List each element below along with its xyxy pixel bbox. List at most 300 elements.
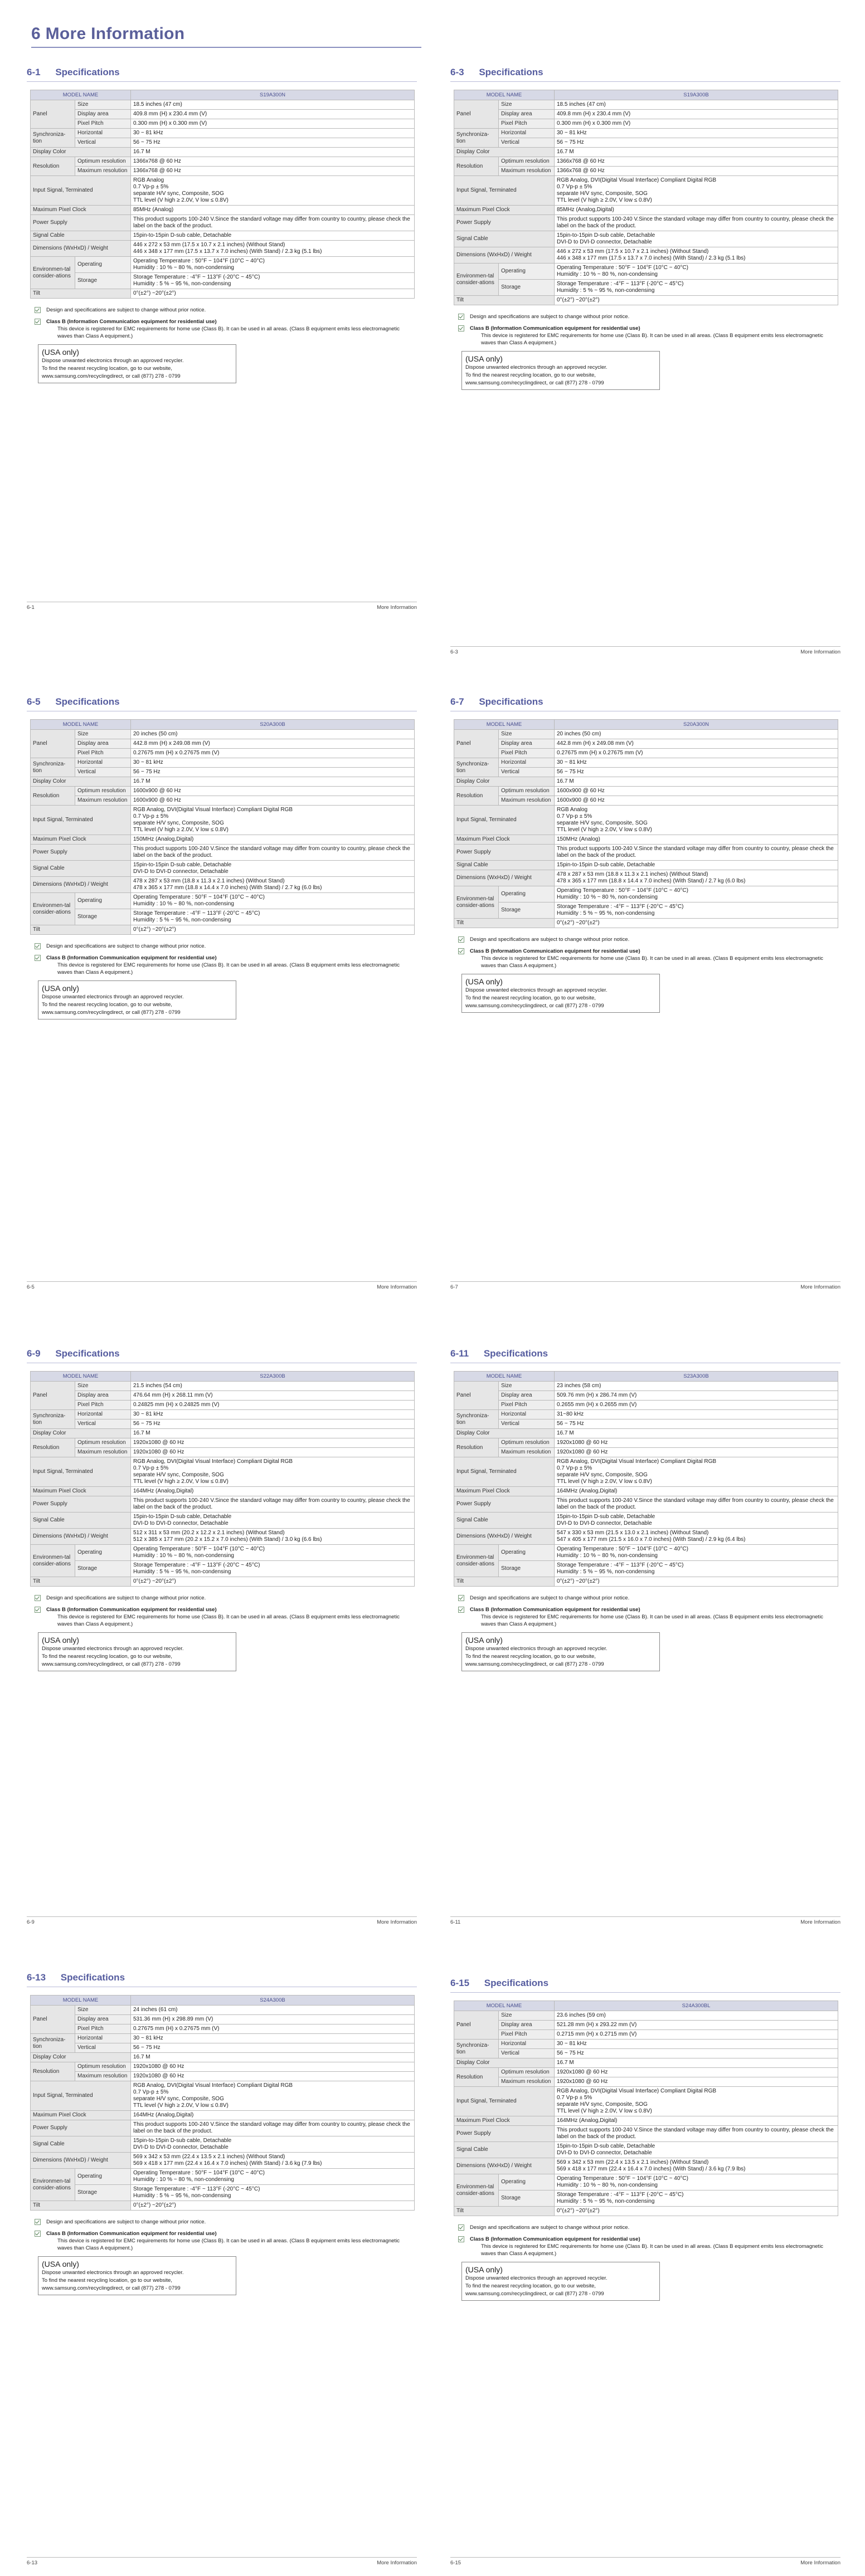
sync-label: Synchroniza-tion [454,758,499,777]
section-title [27,1348,417,1359]
table-row [454,2174,838,2190]
max-pixel-clock-label: Maximum Pixel Clock [31,206,131,215]
section-title [450,1978,840,1989]
optimum-resolution-label: Optimum resolution [75,157,131,167]
table-row [31,2120,415,2136]
usa-recycling-box [461,2262,660,2301]
dimensions-line: 569 x 342 x 53 mm (22.4 x 13.5 x 2.1 inches) (Without Stand) [557,2159,709,2165]
power-supply-value: This product supports 100-240 V.Since the standard voltage may differ from country to country, please check the label on the back of the product. [131,2120,415,2136]
resolution-label: Resolution [31,787,75,806]
note-design-text: Design and specifications are subject to change without prior notice. [470,936,630,943]
table-row [454,919,838,928]
tilt-value: 0°(±2°) ~20°(±2°) [555,2207,838,2216]
size-value: 24 inches (61 cm) [131,2006,415,2015]
pixel-pitch-label: Pixel Pitch [75,1401,131,1410]
input-line: separate H/V sync, Composite, SOG [557,1472,648,1478]
signal-cable-line: DVI-D to DVI-D connector, Detachable [133,2144,229,2150]
table-row [454,1513,838,1529]
table-row [454,176,838,206]
optimum-resolution-label: Optimum resolution [499,787,555,796]
max-pixel-clock-value: 164MHz (Analog,Digital) [555,1487,838,1496]
section-title-text: Specifications [484,1978,549,1988]
usa-line: To find the nearest recycling location, go to our website, [465,1653,596,1660]
resolution-label: Resolution [31,2062,75,2081]
table-row [31,925,415,935]
pixel-pitch-value: 0.2715 mm (H) x 0.2715 mm (V) [555,2030,838,2040]
usa-line: www.samsung.com/recyclingdirect, or call (877) 278 - 0799 [465,2291,604,2297]
panel-label: Panel [454,730,499,758]
checkbox-icon [35,319,41,325]
input-line: 0.7 Vp-p ± 5% [557,813,592,819]
table-row [454,1401,838,1410]
table-row [31,100,415,110]
display-area-value: 476.64 mm (H) x 268.11 mm (V) [131,1391,415,1401]
vertical-value: 56 ~ 75 Hz [555,1419,838,1429]
display-color-label: Display Color [31,1429,131,1438]
signal-cable-line: DVI-D to DVI-D connector, Detachable [557,1520,652,1526]
spec-table [30,1995,415,2211]
table-row [31,1529,415,1545]
maximum-resolution-label: Maximum resolution [75,2072,131,2081]
dimensions-label: Dimensions (WxHxD) / Weight [454,1529,555,1545]
usa-line: To find the nearest recycling location, go to our website, [465,2283,596,2289]
table-header-row [454,2001,838,2011]
environmental-label: Environmen-tal consider-ations [31,2169,75,2201]
display-color-value: 16.7 M [555,777,838,787]
note-class-b [458,2236,837,2257]
note-class-b-body: This device is registered for EMC requirements for home use (Class B). It can be used in all areas. (Class B equipment emits less electromagnetic waves than Class A equipment.) [57,1614,400,1627]
footer-section: More Information [377,1919,417,1925]
storage-line: Storage Temperature : -4°F ~ 113°F (-20°C ~ 45°C) [557,904,684,910]
note-class-b-title: Class B (Information Communication equipment for residential use) [470,2236,640,2242]
table-row [454,264,838,280]
spec-page [27,1972,417,2566]
input-line: RGB Analog, DVI(Digital Visual Interface) Compliant Digital RGB [133,807,293,813]
dimensions-line: 446 x 272 x 53 mm (17.5 x 10.7 x 2.1 inches) (Without Stand) [557,248,709,255]
storage-value [131,273,415,289]
max-pixel-clock-value: 85MHz (Analog,Digital) [555,206,838,215]
dimensions-line: 446 x 348 x 177 mm (17.5 x 13.7 x 7.0 inches) (With Stand) / 2.3 kg (5.1 lbs) [557,255,746,261]
operating-line: Operating Temperature : 50°F ~ 104°F (10°C ~ 40°C) [557,887,688,894]
usa-line: Dispose unwanted electronics through an approved recycler. [465,1646,608,1652]
dimensions-label: Dimensions (WxHxD) / Weight [31,2153,131,2169]
table-row [454,2058,838,2068]
power-supply-value: This product supports 100-240 V.Since the standard voltage may differ from country to country, please check the label on the back of the product. [131,1496,415,1513]
note-design [458,1594,837,1602]
input-line: 0.7 Vp-p ± 5% [133,813,169,819]
section-number: 6-15 [450,1978,470,1988]
page-footer [450,646,840,655]
storage-line: Storage Temperature : -4°F ~ 113°F (-20°C ~ 45°C) [557,281,684,287]
display-color-value: 16.7 M [131,1429,415,1438]
input-signal-value [131,1457,415,1487]
operating-label: Operating [75,257,131,273]
input-line: RGB Analog [133,177,164,183]
usa-line: Dispose unwanted electronics through an approved recycler. [42,994,184,1000]
storage-line: Storage Temperature : -4°F ~ 113°F (-20°C ~ 45°C) [133,910,260,916]
notes [458,2224,837,2301]
section-rule [450,1992,840,1993]
checkbox-icon [35,955,41,961]
table-row [454,2116,838,2126]
sync-label: Synchroniza-tion [31,758,75,777]
max-pixel-clock-label: Maximum Pixel Clock [454,2116,555,2126]
table-row [31,835,415,845]
table-row [454,100,838,110]
model-name-value: S20A300N [555,720,838,730]
power-supply-label: Power Supply [31,1496,131,1513]
power-supply-value: This product supports 100-240 V.Since the standard voltage may differ from country to country, please check the label on the back of the product. [131,845,415,861]
vertical-value: 56 ~ 75 Hz [131,138,415,148]
input-signal-label: Input Signal, Terminated [454,2087,555,2116]
dimensions-label: Dimensions (WxHxD) / Weight [454,870,555,886]
table-row [31,909,415,925]
max-pixel-clock-label: Maximum Pixel Clock [454,1487,555,1496]
signal-cable-line: DVI-D to DVI-D connector, Detachable [133,1520,229,1526]
table-row [454,806,838,835]
section-title [450,67,840,78]
vertical-label: Vertical [499,2049,555,2058]
operating-value [131,2169,415,2185]
table-row [31,1487,415,1496]
page-footer [27,2557,417,2566]
note-class-b-body: This device is registered for EMC requirements for home use (Class B). It can be used in all areas. (Class B equipment emits less electromagnetic waves than Class A equipment.) [57,326,400,339]
input-line: separate H/V sync, Composite, SOG [557,2101,648,2107]
table-row [31,1448,415,1457]
horizontal-value: 30 ~ 81 kHz [131,2034,415,2043]
section-title [27,696,417,708]
signal-cable-line: 15pin-to-15pin D-sub cable, Detachable [557,862,655,868]
vertical-label: Vertical [75,2043,131,2053]
horizontal-label: Horizontal [499,758,555,768]
section-number: 6-3 [450,67,464,77]
maximum-resolution-value: 1600x900 @ 60 Hz [131,796,415,806]
table-row [454,2190,838,2207]
tilt-value: 0°(±2°) ~20°(±2°) [131,2201,415,2211]
model-name-header: MODEL NAME [31,720,131,730]
page-number: 6-7 [450,1284,458,1290]
input-line: RGB Analog, DVI(Digital Visual Interface) Compliant Digital RGB [133,2082,293,2089]
table-row [454,138,838,148]
table-row [454,2126,838,2142]
dimensions-label: Dimensions (WxHxD) / Weight [454,2158,555,2174]
max-pixel-clock-label: Maximum Pixel Clock [31,1487,131,1496]
model-name-header: MODEL NAME [31,1372,131,1382]
horizontal-label: Horizontal [75,758,131,768]
dimensions-line: 446 x 272 x 53 mm (17.5 x 10.7 x 2.1 inches) (Without Stand) [133,242,285,248]
panel-label: Panel [31,730,75,758]
usa-only-title: (USA only) [42,984,79,993]
size-label: Size [75,1382,131,1391]
input-line: separate H/V sync, Composite, SOG [133,1472,224,1478]
table-row [31,2015,415,2024]
table-row [454,1577,838,1587]
dimensions-label: Dimensions (WxHxD) / Weight [31,1529,131,1545]
spec-table [454,1371,838,1587]
table-row [31,1429,415,1438]
storage-line: Storage Temperature : -4°F ~ 113°F (-20°C ~ 45°C) [133,274,260,280]
table-row [454,1429,838,1438]
input-signal-label: Input Signal, Terminated [454,1457,555,1487]
optimum-resolution-label: Optimum resolution [499,1438,555,1448]
table-row [454,777,838,787]
usa-line: Dispose unwanted electronics through an approved recycler. [465,2275,608,2281]
table-row [31,2062,415,2072]
model-name-header: MODEL NAME [454,90,555,100]
horizontal-label: Horizontal [499,2040,555,2049]
model-name-value: S19A300B [555,90,838,100]
max-pixel-clock-value: 164MHz (Analog,Digital) [555,2116,838,2126]
storage-label: Storage [499,2190,555,2207]
footer-section: More Information [800,1919,840,1925]
section-title [450,696,840,708]
resolution-label: Resolution [454,1438,499,1457]
note-class-b-title: Class B (Information Communication equipment for residential use) [470,948,640,954]
input-line: 0.7 Vp-p ± 5% [133,184,169,190]
table-row [31,289,415,299]
footer-section: More Information [377,604,417,611]
dimensions-value [131,877,415,893]
checkbox-icon [458,1595,464,1601]
storage-line: Humidity : 5 % ~ 95 %, non-condensing [133,917,231,923]
storage-label: Storage [75,909,131,925]
usa-only-title: (USA only) [465,1636,503,1645]
table-row [454,119,838,129]
storage-line: Humidity : 5 % ~ 95 %, non-condensing [133,281,231,287]
max-pixel-clock-label: Maximum Pixel Clock [454,206,555,215]
input-line: TTL level (V high ≥ 2.0V, V low ≤ 0.8V) [557,197,652,203]
dimensions-value [555,870,838,886]
pixel-pitch-value: 0.300 mm (H) x 0.300 mm (V) [555,119,838,129]
table-row [454,1382,838,1391]
resolution-label: Resolution [454,2068,499,2087]
spec-page [450,696,840,1290]
note-design-text: Design and specifications are subject to change without prior notice. [46,1595,206,1601]
dimensions-value [131,241,415,257]
operating-line: Humidity : 10 % ~ 80 %, non-condensing [557,271,658,277]
table-header-row [454,720,838,730]
input-line: 0.7 Vp-p ± 5% [557,184,592,190]
input-line: TTL level (V high ≥ 2.0V, V low ≤ 0.8V) [133,827,229,833]
maximum-resolution-label: Maximum resolution [75,796,131,806]
operating-label: Operating [499,886,555,902]
dimensions-line: 512 x 311 x 53 mm (20.2 x 12.2 x 2.1 inches) (Without Stand) [133,1530,285,1536]
size-value: 21.5 inches (54 cm) [131,1382,415,1391]
section-title-text: Specifications [55,696,120,707]
pixel-pitch-value: 0.27675 mm (H) x 0.27675 mm (V) [555,749,838,758]
power-supply-value: This product supports 100-240 V.Since the standard voltage may differ from country to country, please check the label on the back of the product. [555,2126,838,2142]
operating-line: Operating Temperature : 50°F ~ 104°F (10°C ~ 40°C) [557,265,688,271]
input-line: 0.7 Vp-p ± 5% [133,2089,169,2095]
storage-value [131,1561,415,1577]
display-area-label: Display area [75,110,131,119]
notes [35,306,414,383]
table-row [31,768,415,777]
size-label: Size [499,1382,555,1391]
table-row [31,167,415,176]
section-number: 6-7 [450,696,464,707]
signal-cable-value [555,2142,838,2158]
table-row [454,167,838,176]
display-area-label: Display area [75,739,131,749]
power-supply-value: This product supports 100-240 V.Since the standard voltage may differ from country to country, please check the label on the back of the product. [555,1496,838,1513]
table-row [454,2011,838,2021]
power-supply-value: This product supports 100-240 V.Since the standard voltage may differ from country to country, please check the label on the back of the product. [131,215,415,231]
operating-line: Operating Temperature : 50°F ~ 104°F (10°C ~ 40°C) [557,1546,688,1552]
maximum-resolution-label: Maximum resolution [75,1448,131,1457]
power-supply-value: This product supports 100-240 V.Since the standard voltage may differ from country to country, please check the label on the back of the product. [555,845,838,861]
footer-section: More Information [800,1284,840,1290]
maximum-resolution-label: Maximum resolution [499,167,555,176]
input-line: 0.7 Vp-p ± 5% [133,1465,169,1471]
page-footer [27,1916,417,1925]
horizontal-label: Horizontal [499,129,555,138]
notes [458,1594,837,1671]
usa-only-title: (USA only) [42,2260,79,2268]
table-row [31,739,415,749]
pixel-pitch-label: Pixel Pitch [499,749,555,758]
display-color-value: 16.7 M [131,777,415,787]
model-name-header: MODEL NAME [454,1372,555,1382]
display-area-value: 521.28 mm (H) x 293.22 mm (V) [555,2021,838,2030]
size-label: Size [75,730,131,739]
vertical-value: 56 ~ 75 Hz [131,2043,415,2053]
note-class-b-title: Class B (Information Communication equipment for residential use) [46,2231,217,2237]
table-row [31,2053,415,2062]
horizontal-value: 30 ~ 81 kHz [555,758,838,768]
optimum-resolution-label: Optimum resolution [75,787,131,796]
signal-cable-value [131,861,415,877]
table-row [31,2136,415,2153]
table-row [454,231,838,247]
panel-label: Panel [454,2011,499,2040]
table-row [454,787,838,796]
input-line: TTL level (V high ≥ 2.0V, V low ≤ 0.8V) [133,2102,229,2109]
max-pixel-clock-value: 164MHz (Analog,Digital) [131,1487,415,1496]
operating-label: Operating [75,1545,131,1561]
note-class-b [458,1606,837,1628]
operating-value [555,2174,838,2190]
dimensions-value [555,1529,838,1545]
signal-cable-label: Signal Cable [31,1513,131,1529]
usa-line: To find the nearest recycling location, go to our website, [42,1002,172,1008]
table-row [31,215,415,231]
tilt-label: Tilt [31,925,131,935]
notes [458,936,837,1013]
note-design-text: Design and specifications are subject to change without prior notice. [46,943,206,949]
input-signal-label: Input Signal, Terminated [31,806,131,835]
page-number: 6-1 [27,604,35,611]
operating-label: Operating [499,264,555,280]
table-row [454,861,838,870]
table-row [31,148,415,157]
usa-line: www.samsung.com/recyclingdirect, or call (877) 278 - 0799 [465,1003,604,1009]
table-row [31,877,415,893]
pixel-pitch-value: 0.27675 mm (H) x 0.27675 mm (V) [131,2024,415,2034]
usa-only-title: (USA only) [42,348,79,357]
checkbox-icon [35,1607,41,1613]
operating-value [555,1545,838,1561]
chapter-rule [31,47,421,48]
checkbox-icon [458,2236,464,2242]
environmental-label: Environmen-tal consider-ations [31,893,75,925]
signal-cable-label: Signal Cable [454,231,555,247]
sync-label: Synchroniza-tion [454,2040,499,2058]
table-row [454,1457,838,1487]
input-signal-label: Input Signal, Terminated [454,176,555,206]
tilt-label: Tilt [454,1577,555,1587]
panel-label: Panel [454,100,499,129]
model-name-header: MODEL NAME [31,1996,131,2006]
max-pixel-clock-value: 150MHz (Analog,Digital) [131,835,415,845]
display-area-value: 531.36 mm (H) x 298.89 mm (V) [131,2015,415,2024]
usa-recycling-box [461,974,660,1013]
usa-line: To find the nearest recycling location, go to our website, [465,372,596,378]
size-label: Size [499,2011,555,2021]
pixel-pitch-label: Pixel Pitch [75,119,131,129]
storage-label: Storage [75,1561,131,1577]
pixel-pitch-label: Pixel Pitch [499,1401,555,1410]
table-row [31,231,415,241]
pixel-pitch-label: Pixel Pitch [499,119,555,129]
usa-only-title: (USA only) [465,2265,503,2274]
table-row [454,1545,838,1561]
maximum-resolution-value: 1600x900 @ 60 Hz [555,796,838,806]
note-class-b [35,318,414,340]
spec-page [27,696,417,1290]
power-supply-label: Power Supply [31,845,131,861]
vertical-label: Vertical [499,138,555,148]
table-header-row [31,720,415,730]
display-color-value: 16.7 M [555,1429,838,1438]
optimum-resolution-label: Optimum resolution [499,2068,555,2077]
display-color-label: Display Color [31,777,131,787]
table-row [31,138,415,148]
resolution-label: Resolution [454,157,499,176]
panel-label: Panel [454,1382,499,1410]
table-row [454,1438,838,1448]
signal-cable-line: 15pin-to-15pin D-sub cable, Detachable [557,232,655,238]
input-line: separate H/V sync, Composite, SOG [133,820,224,826]
input-line: separate H/V sync, Composite, SOG [133,191,224,197]
table-row [31,796,415,806]
table-row [31,2081,415,2111]
vertical-label: Vertical [499,768,555,777]
table-row [31,1513,415,1529]
storage-label: Storage [75,2185,131,2201]
section-title-text: Specifications [483,1348,548,1359]
usa-line: To find the nearest recycling location, go to our website, [42,2277,172,2284]
table-header-row [31,1372,415,1382]
note-class-b [35,954,414,976]
table-row [31,206,415,215]
power-supply-label: Power Supply [454,845,555,861]
checkbox-icon [458,1607,464,1613]
page-footer [27,602,417,611]
spec-page [450,67,840,655]
display-area-label: Display area [75,2015,131,2024]
spec-table [454,719,838,928]
table-row [31,2201,415,2211]
table-row [31,2006,415,2015]
storage-value [131,2185,415,2201]
environmental-label: Environmen-tal consider-ations [454,1545,499,1577]
dimensions-line: 569 x 342 x 53 mm (22.4 x 13.5 x 2.1 inches) (Without Stand) [133,2154,285,2160]
note-design-text: Design and specifications are subject to change without prior notice. [470,1595,630,1601]
note-class-b [458,948,837,969]
checkbox-icon [35,2231,41,2237]
input-line: RGB Analog, DVI(Digital Visual Interface) Compliant Digital RGB [133,1458,293,1465]
